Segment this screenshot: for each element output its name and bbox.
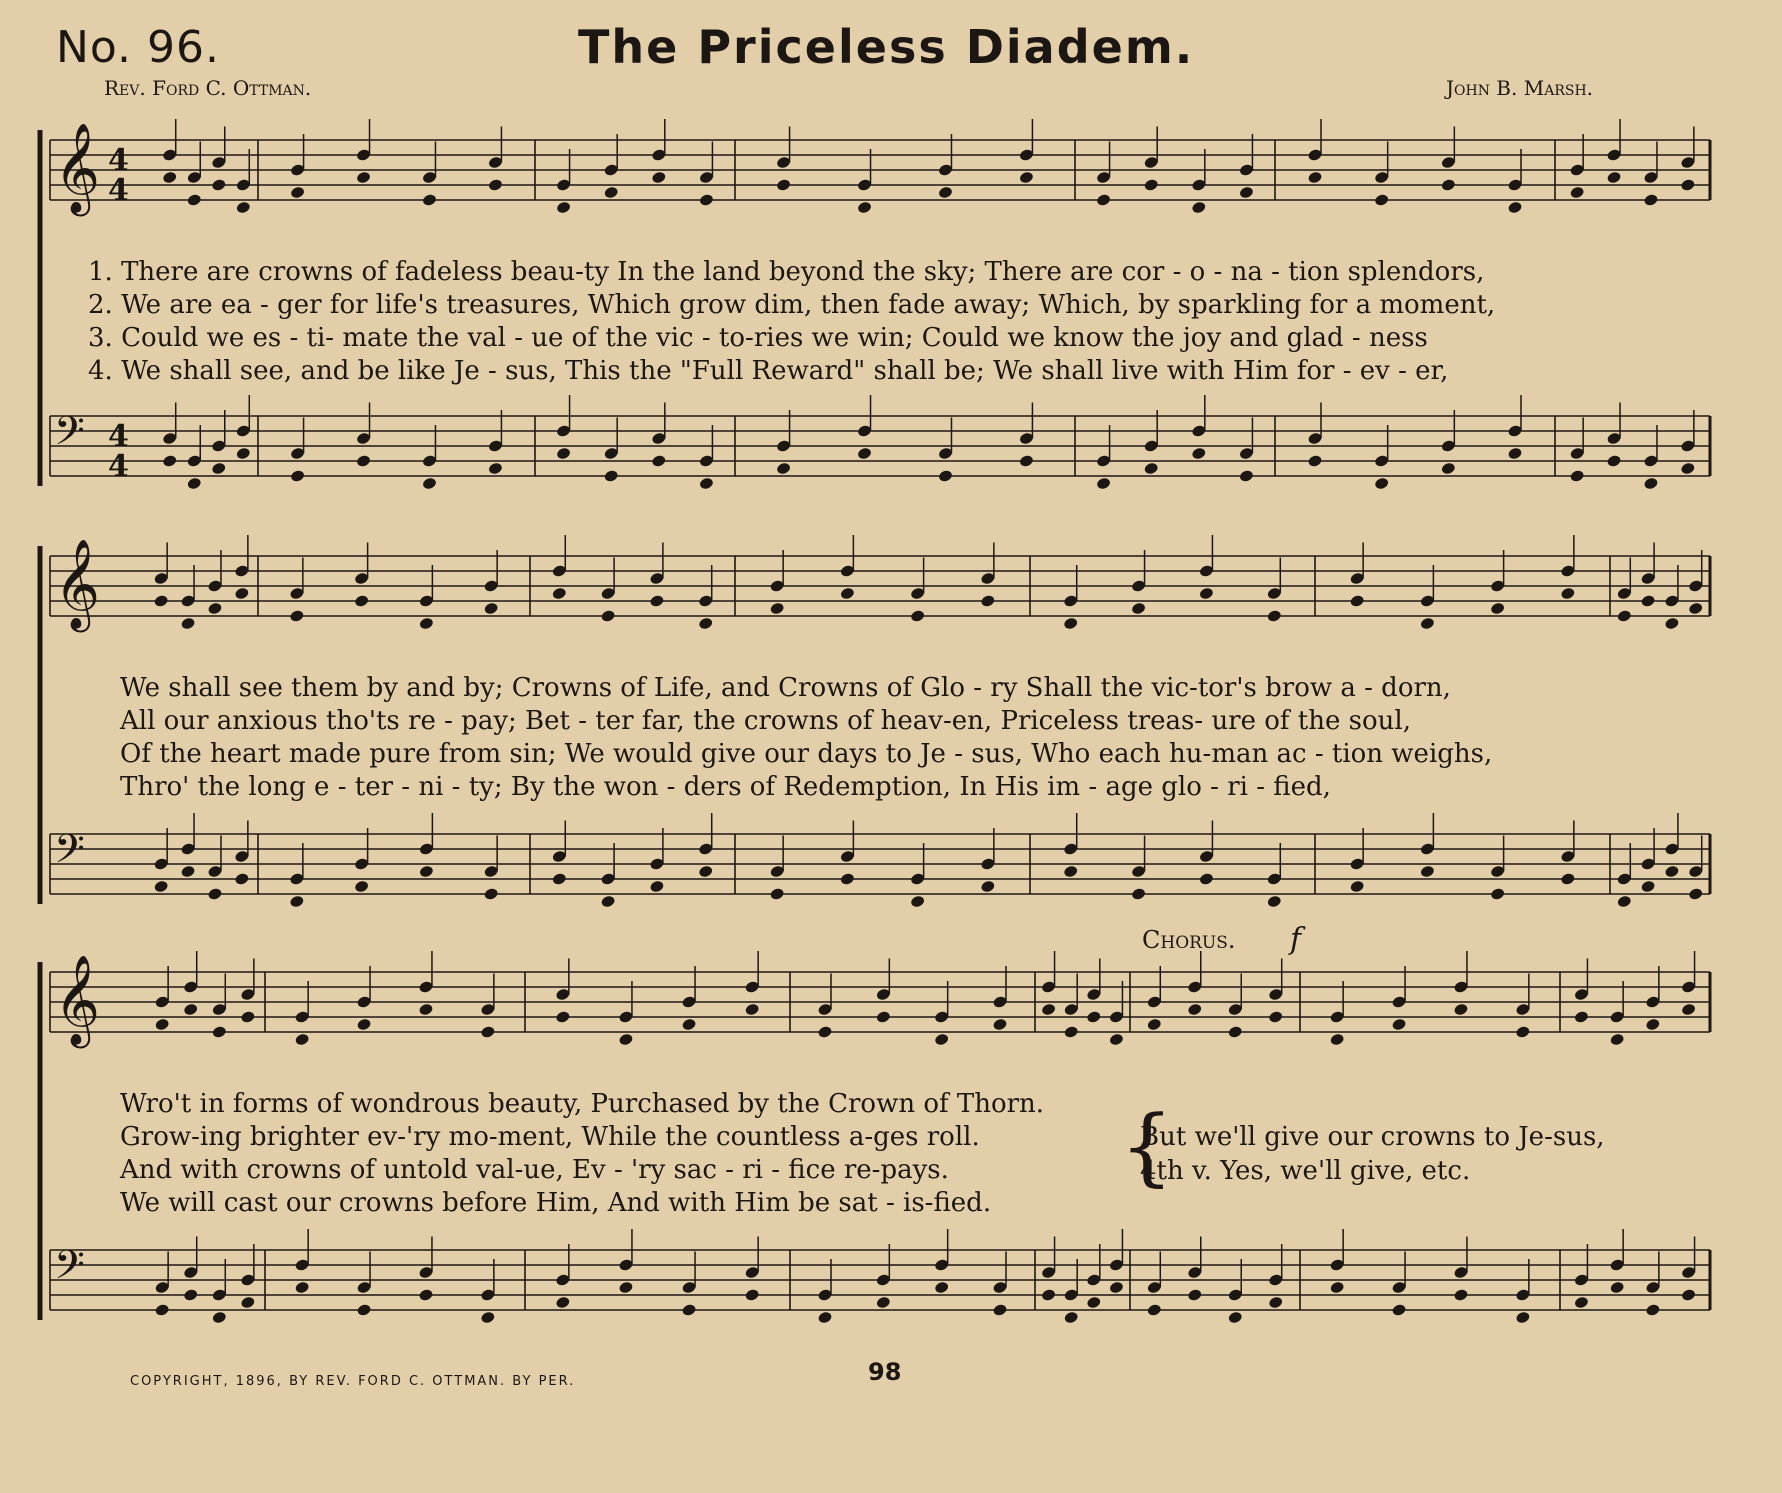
- notehead: [699, 193, 715, 207]
- notehead: [290, 469, 306, 483]
- notehead: [1420, 617, 1436, 631]
- notehead: [649, 880, 665, 894]
- notehead: [1420, 865, 1436, 879]
- notehead: [211, 178, 227, 192]
- notehead: [419, 865, 435, 879]
- lyric-line: 3. Could we es - ti- mate the val - ue of the vic - to-ries we win; Could we know the joy and glad - ness: [88, 323, 1428, 353]
- notehead: [938, 469, 954, 483]
- lyric-line: 1. There are crowns of fadeless beau-ty In the land beyond the sky; There are cor - o - na - tion splendors,: [88, 257, 1485, 287]
- notehead: [1143, 462, 1159, 476]
- lyric-line: We will cast our crowns before Him, And with Him be sat - is-fied.: [120, 1188, 992, 1218]
- notehead: [294, 1033, 310, 1047]
- bass-clef: 𝄢: [54, 1242, 85, 1298]
- notehead: [211, 1311, 227, 1325]
- notehead: [1616, 609, 1632, 623]
- notehead: [600, 609, 616, 623]
- notehead: [876, 1010, 892, 1024]
- notehead: [681, 1303, 697, 1317]
- notehead: [1441, 462, 1457, 476]
- notehead: [1227, 1025, 1243, 1039]
- treble-clef: 𝄞: [54, 539, 101, 629]
- notehead: [992, 1303, 1008, 1317]
- notehead: [1606, 171, 1622, 185]
- notehead: [1019, 454, 1035, 468]
- lyric-line: Thro' the long e - ter - ni - ty; By the won - ders of Redemption, In His im - age glo - ri - fied,: [120, 772, 1331, 802]
- notehead: [1453, 1288, 1469, 1302]
- notehead: [1569, 186, 1585, 200]
- bass-clef: 𝄢: [54, 408, 85, 464]
- notehead: [480, 1311, 496, 1325]
- notehead: [1645, 1303, 1661, 1317]
- notehead: [1688, 887, 1704, 901]
- notehead: [294, 1281, 310, 1295]
- notehead: [1616, 895, 1632, 909]
- notehead: [1664, 617, 1680, 631]
- notehead: [618, 1281, 634, 1295]
- notehead: [1569, 469, 1585, 483]
- notehead: [153, 594, 169, 608]
- notehead: [234, 872, 250, 886]
- notehead: [356, 1303, 372, 1317]
- notehead: [1307, 171, 1323, 185]
- notehead: [1391, 1303, 1407, 1317]
- notehead: [555, 1296, 571, 1310]
- notehead: [1680, 178, 1696, 192]
- notehead: [651, 454, 667, 468]
- notehead: [1349, 594, 1365, 608]
- notehead: [1096, 477, 1112, 491]
- notehead: [1329, 1281, 1345, 1295]
- notehead: [698, 865, 714, 879]
- notehead: [938, 186, 954, 200]
- chorus-lyric-line: But we'll give our crowns to Je-sus,: [1140, 1122, 1605, 1152]
- notehead: [1143, 178, 1159, 192]
- notehead: [551, 587, 567, 601]
- notehead: [418, 1003, 434, 1017]
- notehead: [699, 477, 715, 491]
- notehead: [289, 895, 305, 909]
- notehead: [1643, 477, 1659, 491]
- notehead: [183, 1003, 199, 1017]
- notehead: [153, 880, 169, 894]
- notehead: [1307, 454, 1323, 468]
- notehead: [1063, 865, 1079, 879]
- notehead: [211, 462, 227, 476]
- treble-clef: 𝄞: [54, 955, 101, 1045]
- bass-clef: 𝄢: [54, 826, 85, 882]
- notehead: [1086, 1296, 1102, 1310]
- notehead: [488, 462, 504, 476]
- lyric-line: We shall see them by and by; Crowns of Life, and Crowns of Glo - ry Shall the vic-tor's brow a - dorn,: [120, 673, 1451, 703]
- lyrics-block-2: [120, 672, 1492, 804]
- notehead: [934, 1033, 950, 1047]
- notehead: [556, 201, 572, 215]
- notehead: [1109, 1281, 1125, 1295]
- notehead: [418, 1288, 434, 1302]
- notehead: [1645, 1018, 1661, 1032]
- notehead: [422, 477, 438, 491]
- notehead: [480, 1025, 496, 1039]
- notehead: [1507, 447, 1523, 461]
- notehead: [290, 186, 306, 200]
- notehead: [1688, 602, 1704, 616]
- notehead: [1515, 1311, 1531, 1325]
- notehead: [1266, 609, 1282, 623]
- notehead: [1560, 587, 1576, 601]
- notehead: [1640, 880, 1656, 894]
- notehead: [483, 602, 499, 616]
- notehead: [1560, 872, 1576, 886]
- notehead: [1507, 201, 1523, 215]
- time-signature-top: 4: [108, 419, 129, 454]
- notehead: [1041, 1288, 1057, 1302]
- notehead: [556, 447, 572, 461]
- notehead: [876, 1296, 892, 1310]
- notehead: [980, 594, 996, 608]
- notehead: [910, 609, 926, 623]
- notehead: [1609, 1281, 1625, 1295]
- notehead: [1041, 1003, 1057, 1017]
- chorus-dynamic-marking: f: [1290, 922, 1302, 957]
- notehead: [180, 617, 196, 631]
- notehead: [483, 887, 499, 901]
- notehead: [1239, 186, 1255, 200]
- notehead: [1268, 1010, 1284, 1024]
- notehead: [603, 186, 619, 200]
- notehead: [234, 587, 250, 601]
- notehead: [857, 447, 873, 461]
- notehead: [817, 1311, 833, 1325]
- notehead: [1490, 602, 1506, 616]
- notehead: [681, 1018, 697, 1032]
- lyric-line: And with crowns of untold val-ue, Ev - 'ry sac - ri - fice re-pays.: [120, 1155, 949, 1185]
- notehead: [934, 1281, 950, 1295]
- notehead: [207, 887, 223, 901]
- notehead: [240, 1296, 256, 1310]
- notehead: [618, 1033, 634, 1047]
- notehead: [840, 872, 856, 886]
- chorus-label: Chorus.: [1142, 926, 1236, 954]
- notehead: [1490, 887, 1506, 901]
- notehead: [162, 454, 178, 468]
- notehead: [857, 201, 873, 215]
- notehead: [769, 887, 785, 901]
- notehead: [1329, 1033, 1345, 1047]
- lyric-line: Of the heart made pure from sin; We would give our days to Je - sus, Who each hu-man ac - tion weighs,: [120, 739, 1493, 769]
- notehead: [186, 477, 202, 491]
- notehead: [1391, 1018, 1407, 1032]
- notehead: [698, 617, 714, 631]
- notehead: [1199, 872, 1215, 886]
- notehead: [603, 469, 619, 483]
- page-number: 98: [868, 1358, 902, 1386]
- notehead: [776, 462, 792, 476]
- notehead: [1131, 602, 1147, 616]
- notehead: [1349, 880, 1365, 894]
- notehead: [1063, 617, 1079, 631]
- notehead: [488, 178, 504, 192]
- notehead: [1187, 1003, 1203, 1017]
- notehead: [235, 447, 251, 461]
- notehead: [551, 872, 567, 886]
- notehead: [776, 178, 792, 192]
- lyric-line: Grow-ing brighter ev-'ry mo-ment, While the countless a-ges roll.: [120, 1122, 980, 1152]
- notehead: [422, 193, 438, 207]
- notehead: [651, 171, 667, 185]
- notehead: [1227, 1311, 1243, 1325]
- lyric-line: 4. We shall see, and be like Je - sus, This the "Full Reward" shall be; We shall live with Him for - ev - er,: [88, 356, 1449, 386]
- notehead: [354, 594, 370, 608]
- lyric-line: All our anxious tho'ts re - pay; Bet - ter far, the crowns of heav-en, Priceless treas- ure of the soul,: [120, 706, 1411, 736]
- notehead: [1131, 887, 1147, 901]
- notehead: [1191, 201, 1207, 215]
- notehead: [207, 602, 223, 616]
- notehead: [180, 865, 196, 879]
- notehead: [1640, 594, 1656, 608]
- notehead: [162, 171, 178, 185]
- notehead: [1191, 447, 1207, 461]
- notehead: [1187, 1288, 1203, 1302]
- time-signature-top: 4: [108, 143, 129, 178]
- notehead: [419, 617, 435, 631]
- notehead: [1453, 1003, 1469, 1017]
- notehead: [1096, 193, 1112, 207]
- notehead: [769, 602, 785, 616]
- notehead: [744, 1003, 760, 1017]
- lyrics-block-3: [120, 1088, 1044, 1220]
- notehead: [1019, 171, 1035, 185]
- notehead: [354, 880, 370, 894]
- time-signature-bottom: 4: [108, 449, 129, 484]
- notehead: [1609, 1033, 1625, 1047]
- notehead: [1515, 1025, 1531, 1039]
- notehead: [1266, 895, 1282, 909]
- notehead: [1606, 454, 1622, 468]
- composer-credit: John B. Marsh.: [1446, 76, 1594, 100]
- notehead: [817, 1025, 833, 1039]
- hymn-title: The Priceless Diadem.: [578, 20, 1195, 74]
- verse-brace: {: [1120, 1097, 1174, 1195]
- notehead: [1374, 477, 1390, 491]
- notehead: [600, 895, 616, 909]
- notehead: [1146, 1303, 1162, 1317]
- lyric-line: 2. We are ea - ger for life's treasures, Which grow dim, then fade away; Which, by sparkling for a moment,: [88, 290, 1496, 320]
- notehead: [154, 1018, 170, 1032]
- notehead: [183, 1288, 199, 1302]
- chorus-lyric-line: 4th v. Yes, we'll give, etc.: [1140, 1156, 1471, 1186]
- notehead: [186, 193, 202, 207]
- treble-clef: 𝄞: [54, 123, 101, 213]
- notehead: [1681, 1288, 1697, 1302]
- notehead: [1239, 469, 1255, 483]
- notehead: [1574, 1296, 1590, 1310]
- notehead: [240, 1010, 256, 1024]
- notehead: [154, 1303, 170, 1317]
- notehead: [1199, 587, 1215, 601]
- time-signature-bottom: 4: [108, 173, 129, 208]
- notehead: [992, 1018, 1008, 1032]
- notehead: [1086, 1010, 1102, 1024]
- hymn-number: No. 96.: [56, 22, 221, 73]
- notehead: [1063, 1311, 1079, 1325]
- notehead: [211, 1025, 227, 1039]
- notehead: [910, 895, 926, 909]
- notehead: [1374, 193, 1390, 207]
- notehead: [555, 1010, 571, 1024]
- lyric-line: Wro't in forms of wondrous beauty, Purchased by the Crown of Thorn.: [120, 1089, 1045, 1119]
- notehead: [356, 1018, 372, 1032]
- chorus-lyrics: [1140, 1120, 1605, 1188]
- notehead: [235, 201, 251, 215]
- notehead: [649, 594, 665, 608]
- notehead: [1063, 1025, 1079, 1039]
- notehead: [289, 609, 305, 623]
- copyright-notice: COPYRIGHT, 1896, BY REV. FORD C. OTTMAN. BY PER.: [130, 1374, 576, 1389]
- notehead: [356, 454, 372, 468]
- notehead: [1664, 865, 1680, 879]
- notehead: [356, 171, 372, 185]
- notehead: [1680, 462, 1696, 476]
- notehead: [840, 587, 856, 601]
- notehead: [1268, 1296, 1284, 1310]
- notehead: [1146, 1018, 1162, 1032]
- lyrics-block-1: [88, 256, 1495, 388]
- notehead: [1643, 193, 1659, 207]
- notehead: [1681, 1003, 1697, 1017]
- author-credit: Rev. Ford C. Ottman.: [104, 76, 312, 100]
- notehead: [1441, 178, 1457, 192]
- notehead: [744, 1288, 760, 1302]
- notehead: [980, 880, 996, 894]
- notehead: [1574, 1010, 1590, 1024]
- notehead: [1109, 1033, 1125, 1047]
